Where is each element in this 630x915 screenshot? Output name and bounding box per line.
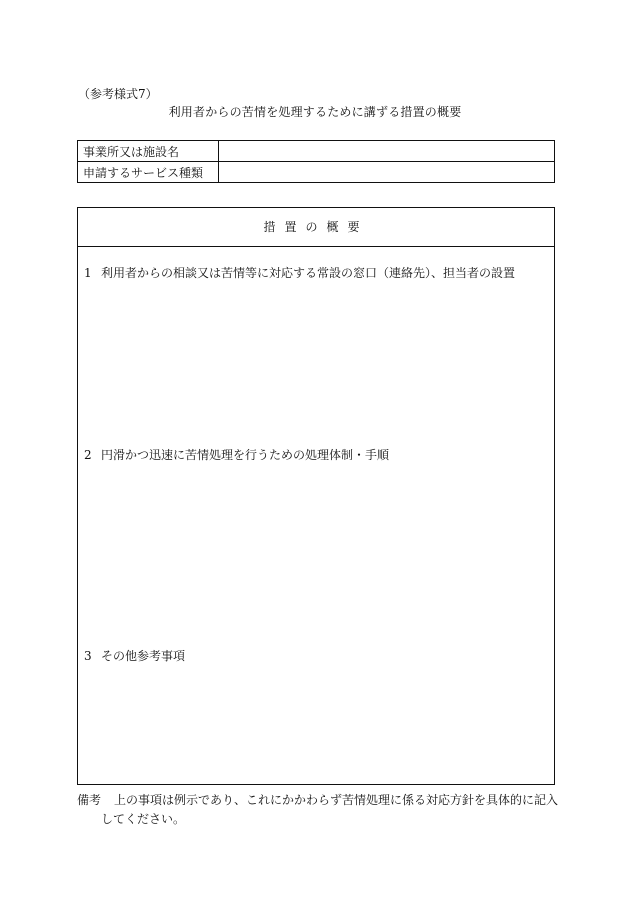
measures-summary-box (77, 207, 555, 785)
remark-note (77, 791, 567, 829)
document-title: 利用者からの苦情を処理するために講ずる措置の概要 (168, 105, 462, 119)
section-2-text: 円滑かつ迅速に苦情処理を行うための処理体制・手順 (101, 448, 390, 462)
remark-line-1 (77, 791, 567, 810)
section-3-text: その他参考事項 (101, 649, 186, 663)
section-1-number: 1 (84, 266, 92, 280)
section-1 (84, 264, 515, 281)
measures-summary-header: 措置の概要 (78, 208, 554, 247)
section-3 (84, 647, 185, 664)
service-type-label: 申請するサービス種類 (78, 162, 219, 183)
section-3-number: 3 (84, 649, 92, 663)
remark-line-2: してください。 (101, 812, 186, 826)
facility-info-table (77, 140, 555, 183)
facility-name-field[interactable] (219, 141, 555, 162)
table-row (78, 162, 555, 183)
section-2-number: 2 (84, 448, 92, 462)
section-2 (84, 446, 389, 463)
table-row (78, 141, 555, 162)
facility-name-label: 事業所又は施設名 (78, 141, 219, 162)
form-number-label: （参考様式7） (78, 87, 158, 101)
remark-label: 備考 (77, 793, 102, 807)
section-1-text: 利用者からの相談又は苦情等に対応する常設の窓口（連絡先）、担当者の設置 (101, 266, 516, 280)
service-type-field[interactable] (219, 162, 555, 183)
remark-text-1: 上の事項は例示であり、これにかかわらず苦情処理に係る対応方針を具体的に記入 (114, 793, 559, 807)
